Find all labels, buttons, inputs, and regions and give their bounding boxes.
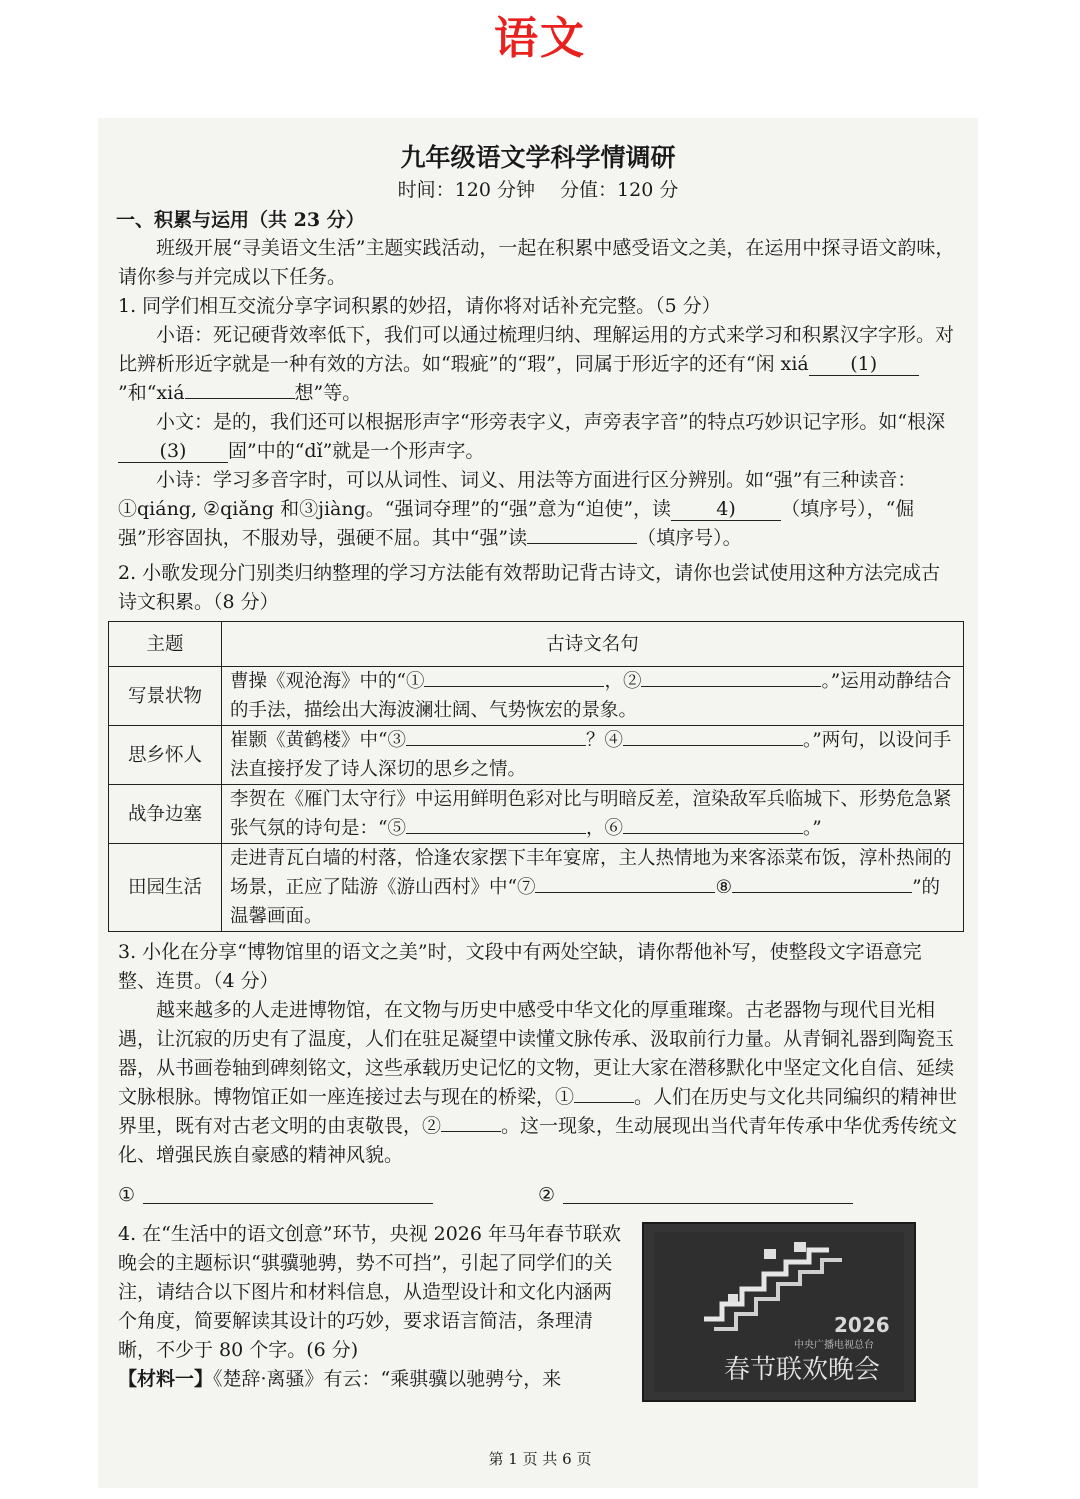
q1-text: 固”中的“dǐ”就是一个形声字。 — [228, 440, 485, 462]
verse-text: ，⑥ — [585, 818, 623, 839]
row-theme: 写景状物 — [109, 667, 222, 726]
q3-answer-lines — [118, 1180, 958, 1210]
row-verse — [222, 785, 964, 844]
verse-blank-3[interactable] — [406, 745, 586, 746]
gala-logo-graphic — [644, 1224, 914, 1400]
exam-meta: 时间：120 分钟 分值：120 分 — [397, 179, 679, 201]
table-row — [109, 726, 964, 785]
verse-blank-4[interactable] — [623, 745, 803, 746]
verse-text: 曹操《观沧海》中的“① — [230, 671, 425, 692]
q4-stem: 4. 在“生活中的语文创意”环节，央视 2026 年马年春节联欢晚会的主题标识“骐骥驰骋，势不可挡”，引起了同学们的关注，请结合以下图片和材料信息，从造型设计和文化内涵两个角度，简要解读其设计的巧妙，要求语言简洁，条理清晰，不少于 80 个字。(6 分) — [118, 1223, 622, 1361]
row-theme: 思乡怀人 — [109, 726, 222, 785]
q1-blank-2[interactable] — [185, 398, 295, 399]
q1-text: ”和“xiá — [118, 382, 185, 404]
q3-stem: 3. 小化在分享“博物馆里的语文之美”时，文段中有两处空缺，请你帮他补写，使整段文字语意完整、连贯。（4 分） — [118, 941, 922, 992]
material-text: 《楚辞·离骚》有云：“乘骐骥以驰骋兮，来 — [213, 1368, 562, 1390]
verse-text: 崔颢《黄鹤楼》中“③ — [230, 730, 406, 751]
q1-text: 小诗：学习多音字时，可以从词性、词义、用法等方面进行区分辨别。如“强”有三种读音：①qiáng, ②qiǎng 和③jiàng。“强词夺理”的“强”意为“迫使”，读 — [118, 469, 917, 520]
table-header-row — [109, 622, 964, 667]
q4-material — [118, 1365, 623, 1394]
q1-dialogue-3 — [118, 466, 958, 553]
gala-logo-image — [642, 1222, 916, 1402]
q1-text: （填序号），“倔强”形容固执，不服劝导，强硬不屈。其中“强”读 — [118, 498, 915, 549]
verse-blank-1[interactable] — [424, 686, 604, 687]
verse-blank-5[interactable] — [406, 833, 586, 834]
q1-text: 想”等。 — [294, 382, 362, 404]
subject-title: 语文 — [494, 13, 586, 64]
exam-content — [118, 135, 958, 1394]
q1-stem: 1. 同学们相互交流分享字词积累的妙招，请你将对话补充完整。（5 分） — [118, 295, 721, 317]
q1-text: （填序号）。 — [637, 527, 742, 549]
page-footer: 第 1 页 共 6 页 — [488, 1450, 592, 1468]
logo-name: 春节联欢晚会 — [724, 1355, 881, 1385]
verse-text: 走进青瓦白墙的村落，恰逢农家摆下丰年宴席，主人热情地为来客添菜布饭，淳朴热闹的场景，正应了陆游《游山西村》中“⑦ — [230, 848, 952, 898]
verse-blank-8[interactable] — [732, 892, 912, 893]
section-intro: 班级开展“寻美语文生活”主题实践活动，一起在积累中感受语文之美，在运用中探寻语文韵味，请你参与并完成以下任务。 — [118, 237, 955, 288]
answer-marker: ② — [538, 1183, 556, 1206]
q3-passage — [118, 996, 958, 1170]
answer-marker: ① — [118, 1183, 136, 1206]
answer-line-1[interactable] — [143, 1187, 433, 1204]
row-theme: 田园生活 — [109, 844, 222, 932]
table-row — [109, 844, 964, 932]
poem-table — [108, 621, 964, 932]
logo-year: 2026 — [834, 1313, 890, 1337]
verse-blank-6[interactable] — [623, 833, 803, 834]
q3-answer-1 — [118, 1181, 538, 1210]
row-verse — [222, 726, 964, 785]
q3-text: 。人们在历史与文化共同编织的精神世界里，既有对古老文明的由衷敬畏，② — [118, 1086, 958, 1137]
q1-dialogue-2 — [118, 408, 958, 466]
table-header-theme: 主题 — [109, 622, 222, 667]
answer-line-2[interactable] — [563, 1187, 853, 1204]
q4-block — [118, 1220, 958, 1394]
verse-text: ”的温馨画面。 — [230, 877, 941, 927]
table-header-verse: 古诗文名句 — [222, 622, 964, 667]
material-label: 【材料一】 — [118, 1368, 214, 1390]
q3-text: 。这一现象，生动展现出当代青年传承中华优秀传统文化、增强民族自豪感的精神风貌。 — [118, 1115, 958, 1166]
row-verse — [222, 844, 964, 932]
table-row — [109, 667, 964, 726]
exam-title: 九年级语文学科学情调研 — [400, 143, 676, 172]
verse-text: 。” — [802, 818, 822, 839]
q1-blank-1[interactable]: (1) — [809, 353, 919, 376]
q3-blank-2[interactable] — [441, 1131, 501, 1132]
verse-blank-7[interactable] — [535, 892, 715, 893]
q1-text: 小语：死记硬背效率低下，我们可以通过梳理归纳、理解运用的方式来学习和积累汉字字形。对比辨析形近字就是一种有效的方法。如“瑕疵”的“瑕”，同属于形近字的还有“闲 xiá — [118, 324, 955, 375]
q1-blank-4[interactable]: 4) — [671, 498, 781, 521]
verse-text: 。”运用动静结合的手法，描绘出大海波澜壮阔、气势恢宏的景象。 — [230, 671, 952, 721]
q3-blank-1[interactable] — [574, 1102, 634, 1103]
verse-text: 。”两句，以设问手法直接抒发了诗人深切的思乡之情。 — [230, 730, 952, 780]
q3-text: 越来越多的人走进博物馆，在文物与历史中感受中华文化的厚重璀璨。古老器物与现代目光相遇，让沉寂的历史有了温度，人们在驻足凝望中读懂文脉传承、汲取前行力量。从青铜礼器到陶瓷玉器，从书画卷轴到碑刻铭文，这些承载历史记忆的文物，更让大家在潜移默化中坚定文化自信、延续文脉根脉。博物馆正如一座连接过去与现在的桥梁，① — [118, 999, 955, 1108]
section-heading: 一、积累与运用（共 23 分） — [116, 209, 365, 231]
verse-text: 李贺在《雁门太守行》中运用鲜明色彩对比与明暗反差，渲染敌军兵临城下、形势危急紧张气氛的诗句是：“⑤ — [230, 789, 952, 839]
verse-text: ，② — [604, 671, 642, 692]
row-theme: 战争边塞 — [109, 785, 222, 844]
verse-text: ？④ — [585, 730, 623, 751]
table-row — [109, 785, 964, 844]
q1-blank-5[interactable] — [527, 543, 637, 544]
logo-org: 中央广播电视总台 — [794, 1340, 874, 1351]
verse-text: ⑧ — [715, 877, 733, 898]
q1-dialogue-1 — [118, 321, 958, 408]
q3-answer-2 — [538, 1181, 958, 1210]
verse-blank-2[interactable] — [641, 686, 821, 687]
row-verse — [222, 667, 964, 726]
q1-text: 小文：是的，我们还可以根据形声字“形旁表字义，声旁表字音”的特点巧妙识记字形。如“根深 — [156, 411, 946, 433]
q1-blank-3[interactable]: (3) — [118, 440, 228, 463]
q2-stem: 2. 小歌发现分门别类归纳整理的学习方法能有效帮助记背古诗文，请你也尝试使用这种方法完成古诗文积累。（8 分） — [118, 562, 941, 613]
